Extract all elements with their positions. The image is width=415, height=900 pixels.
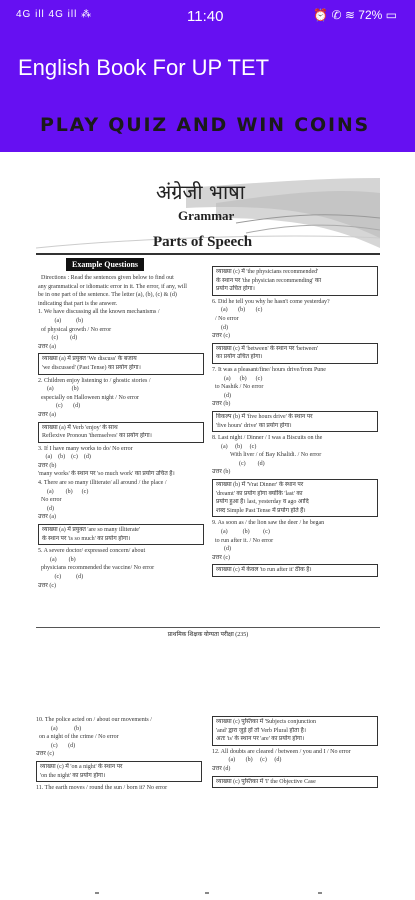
app-title: English Book For UP TET: [18, 55, 270, 80]
page2-right-column: व्याख्या (c) पुस्तिका में 'Subjects conjunction 'and' द्वारा जुड़े हों तो Verb Plural होता है। अतः 'is' के स्थान पर 'are' का प्रयोग होगा। 12. All doubts are cleared / between / you and I / No error (a) (b) (c) (d) उत्तर (d) व्याख्या (c) पुस्तिका में 'I' the Objective Case: [212, 714, 378, 790]
hindi-title: अंग्रेजी भाषा: [156, 180, 245, 204]
chapter-heading: Parts of Speech: [153, 234, 253, 250]
nav-back-indicator[interactable]: [95, 892, 99, 894]
battery-indicator: ⏰ ✆ ≋ 72% ▭: [313, 8, 397, 22]
page2-left-column: 10. The police acted on / about our movements / (a) (b) on a night of the crime / No error (c) (d) उत्तर (c) व्याख्या (c) में 'on a night' के स्थान पर 'on the night' का प्रयोग होगा। 11. The earth moves / round the sun / born it? No error: [36, 716, 202, 793]
nav-recents-indicator[interactable]: [318, 892, 322, 894]
page-footer: प्राथमिक शिक्षक योग्यता परीक्षा (235): [167, 632, 249, 638]
status-bar: [0, 0, 415, 34]
footer-rule: [36, 627, 380, 628]
book-page-image: [36, 178, 380, 641]
status-time: 11:40: [187, 8, 224, 25]
grammar-label: Grammar: [178, 208, 235, 223]
heading-rule: [36, 253, 380, 255]
app-bar: [0, 34, 415, 152]
play-quiz-banner[interactable]: PLAY QUIZ AND WIN COINS: [40, 114, 371, 136]
nav-home-indicator[interactable]: [205, 892, 209, 894]
example-questions-label: Example Questions: [66, 258, 144, 271]
book-page-image-2: [36, 712, 380, 802]
battery-percent: 72%: [358, 8, 383, 22]
signal-indicator: 4G ill 4G ill ⁂: [16, 9, 93, 20]
left-column-text: Directions : Read the sentences given below to find out any grammatical or idiomatic error in it. The error, if any, will be in one part of the sentence. The letter (a), (b), (c) & (d) indicating that part is the answer. 1. We have discussing all the known mechanisms / (a) (b) of physical growth / No error (c) (d) उत्तर (a) व्याख्या (a) में प्रयुक्त 'We discuss' के बजाय 'we discussed' (Past Tense) का प्रयोग होगा। 2. Children enjoy listening to / ghostic stories / (a) (b) especially on Halloween night / No error (c) (d) उत्तर (a) व्याख्या (a) में Verb 'enjoy' के साथ Reflexive Pronoun 'themselves' का प्रयोग होगा। 3. If I have many works to do/ No error (a) (b) (c) (d) उत्तर (b) 'many works' के स्थान पर 'so much work' का प्रयोग उचित है। 4. There are so many illiterate/ all around / the place / (a) (b) (c) No error (d) उत्तर (a) व्याख्या (a) में प्रयुक्त 'are so many illiterate' के स्थान पर 'is so much' का प्रयोग होगा। 5. A severe doctor/ expressed concern/ about (a) (b) physicians recommended the vaccine/ No error (c) (d) उत्तर (c): [38, 274, 204, 590]
right-column-text: व्याख्या (c) में 'the physicians recommended' के स्थान पर 'the physician recommending' का प्रयोग उचित होगा। 6. Did he tell you why he hasn't come yesterday? (a) (b) (c) / No error (d) उत्तर (c) व्याख्या (c) में 'between' के स्थान पर 'between' का प्रयोग उचित होगा। 7. It was a pleasant/fine/ hours drive/from Pune (a) (b) (c) to Nashik / No error (d) उत्तर (b) विकल्प (b) में 'five hours drive' के स्थान पर 'five hours' drive' का प्रयोग होगा। 8. Last night / Dinner / I was a Biscuits on the (a) (b) (c) With liver / of Bay Khalidi. / No error (c) (d) उत्तर (b) व्याख्या (b) में 'Vrat Dinner' के स्थान पर 'dreamt' का प्रयोग होगा क्योंकि 'last' का प्रयोग हुआ है। last, yesterday व ago आदि शब्द Simple Past Tense में प्रयोग होते हैं। 9. As soon as / the lion saw the deer / he began (a) (b) (c) to run after it. / No error (d) उत्तर (c) व्याख्या (c) में केवल 'to run after it' ठीक है।: [212, 264, 378, 579]
